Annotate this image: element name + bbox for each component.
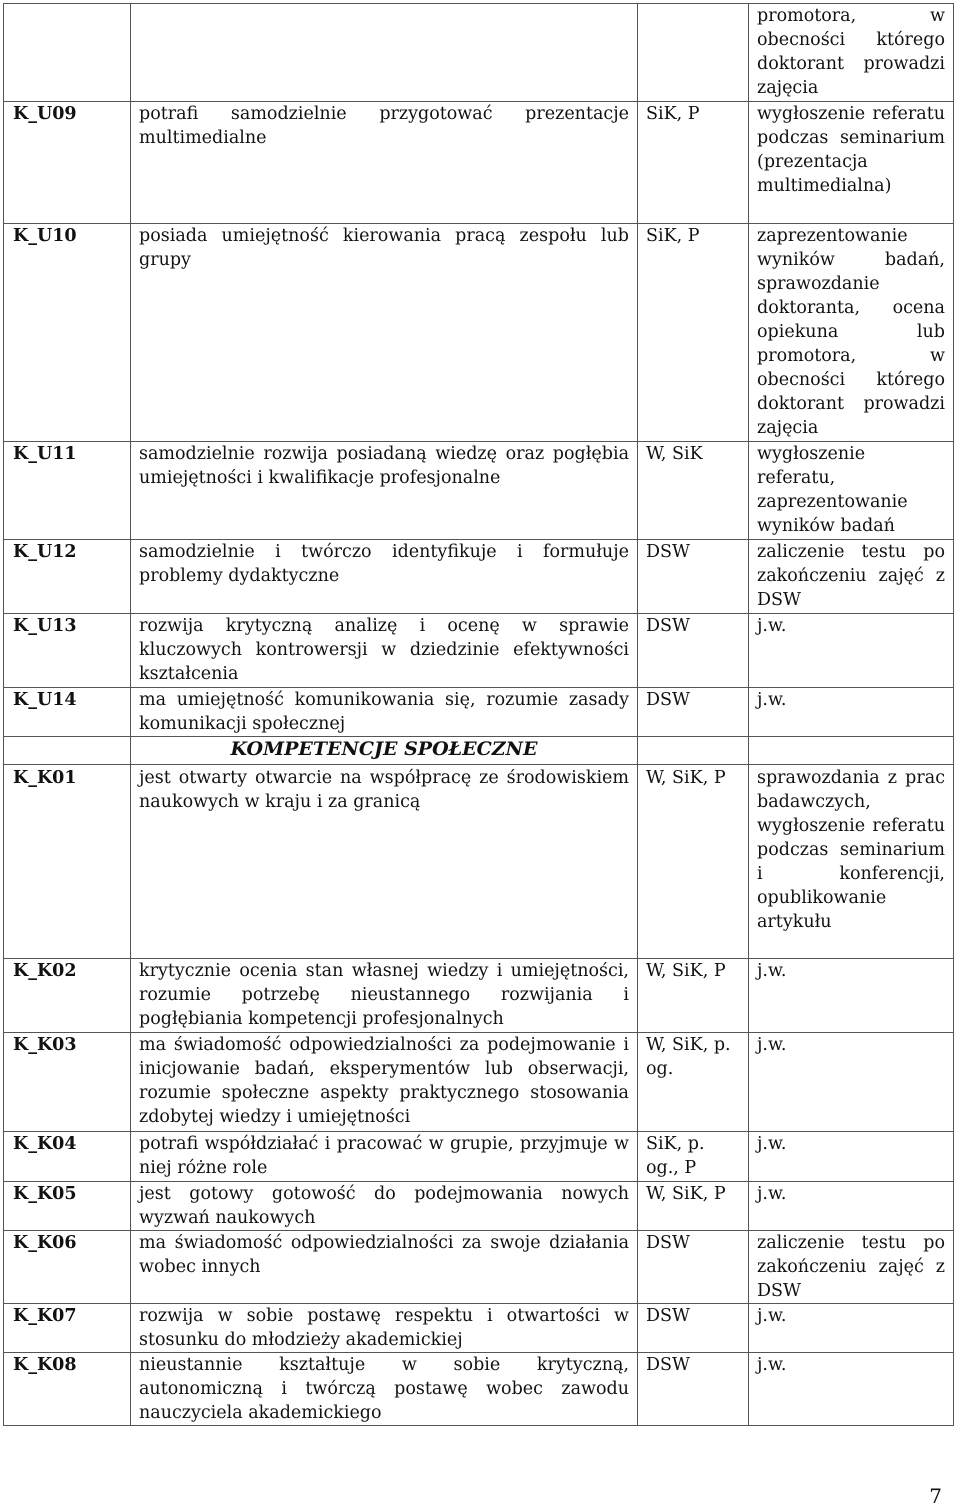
outcome-code [4,4,131,102]
section-blank-cell [638,737,749,765]
table-row [4,688,954,737]
outcome-methods: DSW [638,540,749,614]
table-row [4,614,954,688]
outcome-code: K_U09 [4,102,131,224]
outcome-description: rozwija w sobie postawę respektu i otwartości w stosunku do młodzieży akademickiej [131,1304,638,1353]
outcome-assessment: j.w. [749,1304,954,1353]
table-row [4,1353,954,1426]
outcome-description: posiada umiejętność kierowania pracą zespołu lub grupy [131,224,638,442]
outcome-assessment: j.w. [749,1033,954,1132]
outcome-code: K_U14 [4,688,131,737]
table-row [4,224,954,442]
table-row [4,540,954,614]
outcome-assessment: zaliczenie testu po zakończeniu zajęć z DSW [749,540,954,614]
outcome-description: jest otwarty otwarcie na współpracę ze środowiskiem naukowych w kraju i za granicą [131,765,638,959]
outcome-methods: DSW [638,688,749,737]
outcome-methods [638,4,749,102]
outcome-description [131,4,638,102]
table-row [4,4,954,102]
outcome-methods: W, SiK, P [638,959,749,1033]
outcome-code: K_U13 [4,614,131,688]
table-row [4,1033,954,1132]
outcome-code: K_K04 [4,1132,131,1182]
outcome-assessment: wygłoszenie referatu, zaprezentowanie wyników badań [749,442,954,540]
outcome-code: K_K01 [4,765,131,959]
learning-outcomes-table [3,3,954,1426]
table-row [4,442,954,540]
outcome-assessment: sprawozdania z prac badawczych, wygłoszenie referatu podczas seminarium i konferencji, opublikowanie artykułu [749,765,954,959]
outcome-description: samodzielnie i twórczo identyfikuje i formułuje problemy dydaktyczne [131,540,638,614]
outcome-assessment: zaliczenie testu po zakończeniu zajęć z DSW [749,1231,954,1304]
outcome-methods: DSW [638,1304,749,1353]
table-row [4,1231,954,1304]
section-row [4,737,954,765]
outcome-methods: DSW [638,614,749,688]
outcome-description: krytycznie ocenia stan własnej wiedzy i umiejętności, rozumie potrzebę nieustannego rozwijania i pogłębiania kompetencji profesjonalnych [131,959,638,1033]
outcome-methods: SiK, P [638,102,749,224]
table-row [4,1182,954,1231]
outcome-code: K_K03 [4,1033,131,1132]
outcome-methods: SiK, p. og., P [638,1132,749,1182]
outcome-description: ma świadomość odpowiedzialności za swoje działania wobec innych [131,1231,638,1304]
section-heading: KOMPETENCJE SPOŁECZNE [131,737,638,765]
table-row [4,765,954,959]
outcome-description: potrafi współdziałać i pracować w grupie, przyjmuje w niej różne role [131,1132,638,1182]
outcome-code: K_K07 [4,1304,131,1353]
outcome-methods: SiK, P [638,224,749,442]
outcome-description: rozwija krytyczną analizę i ocenę w sprawie kluczowych kontrowersji w dziedzinie efektywności kształcenia [131,614,638,688]
outcome-methods: W, SiK, P [638,765,749,959]
outcome-assessment: j.w. [749,688,954,737]
page-number: 7 [929,1484,942,1508]
table-row [4,102,954,224]
outcome-code: K_K02 [4,959,131,1033]
outcome-code: K_K06 [4,1231,131,1304]
outcome-methods: W, SiK, P [638,1182,749,1231]
outcome-methods: DSW [638,1353,749,1426]
outcome-assessment: j.w. [749,1353,954,1426]
outcome-assessment: zaprezentowanie wyników badań, sprawozdanie doktoranta, ocena opiekuna lub promotora, w obecności którego doktorant prowadzi zajęcia [749,224,954,442]
section-blank-cell [749,737,954,765]
outcome-description: potrafi samodzielnie przygotować prezentacje multimedialne [131,102,638,224]
outcome-assessment: j.w. [749,1132,954,1182]
table-row [4,1304,954,1353]
outcome-assessment: j.w. [749,614,954,688]
table-row [4,1132,954,1182]
outcome-assessment: j.w. [749,1182,954,1231]
outcome-methods: W, SiK [638,442,749,540]
table-row [4,959,954,1033]
outcome-code: K_K05 [4,1182,131,1231]
outcome-description: jest gotowy gotowość do podejmowania nowych wyzwań naukowych [131,1182,638,1231]
outcome-assessment: promotora, w obecności którego doktorant prowadzi zajęcia [749,4,954,102]
outcome-assessment: j.w. [749,959,954,1033]
outcome-code: K_U11 [4,442,131,540]
outcome-description: samodzielnie rozwija posiadaną wiedzę oraz pogłębia umiejętności i kwalifikacje profesjonalne [131,442,638,540]
outcome-methods: DSW [638,1231,749,1304]
outcome-code: K_U10 [4,224,131,442]
outcome-description: ma umiejętność komunikowania się, rozumie zasady komunikacji społecznej [131,688,638,737]
section-blank-cell [4,737,131,765]
outcome-description: nieustannie kształtuje w sobie krytyczną, autonomiczną i twórczą postawę wobec zawodu nauczyciela akademickiego [131,1353,638,1426]
outcome-code: K_K08 [4,1353,131,1426]
outcome-description: ma świadomość odpowiedzialności za podejmowanie i inicjowanie badań, eksperymentów lub obserwacji, rozumie społeczne aspekty praktycznego stosowania zdobytej wiedzy i umiejętności [131,1033,638,1132]
outcome-assessment: wygłoszenie referatu podczas seminarium (prezentacja multimedialna) [749,102,954,224]
outcome-methods: W, SiK, p. og. [638,1033,749,1132]
outcome-code: K_U12 [4,540,131,614]
